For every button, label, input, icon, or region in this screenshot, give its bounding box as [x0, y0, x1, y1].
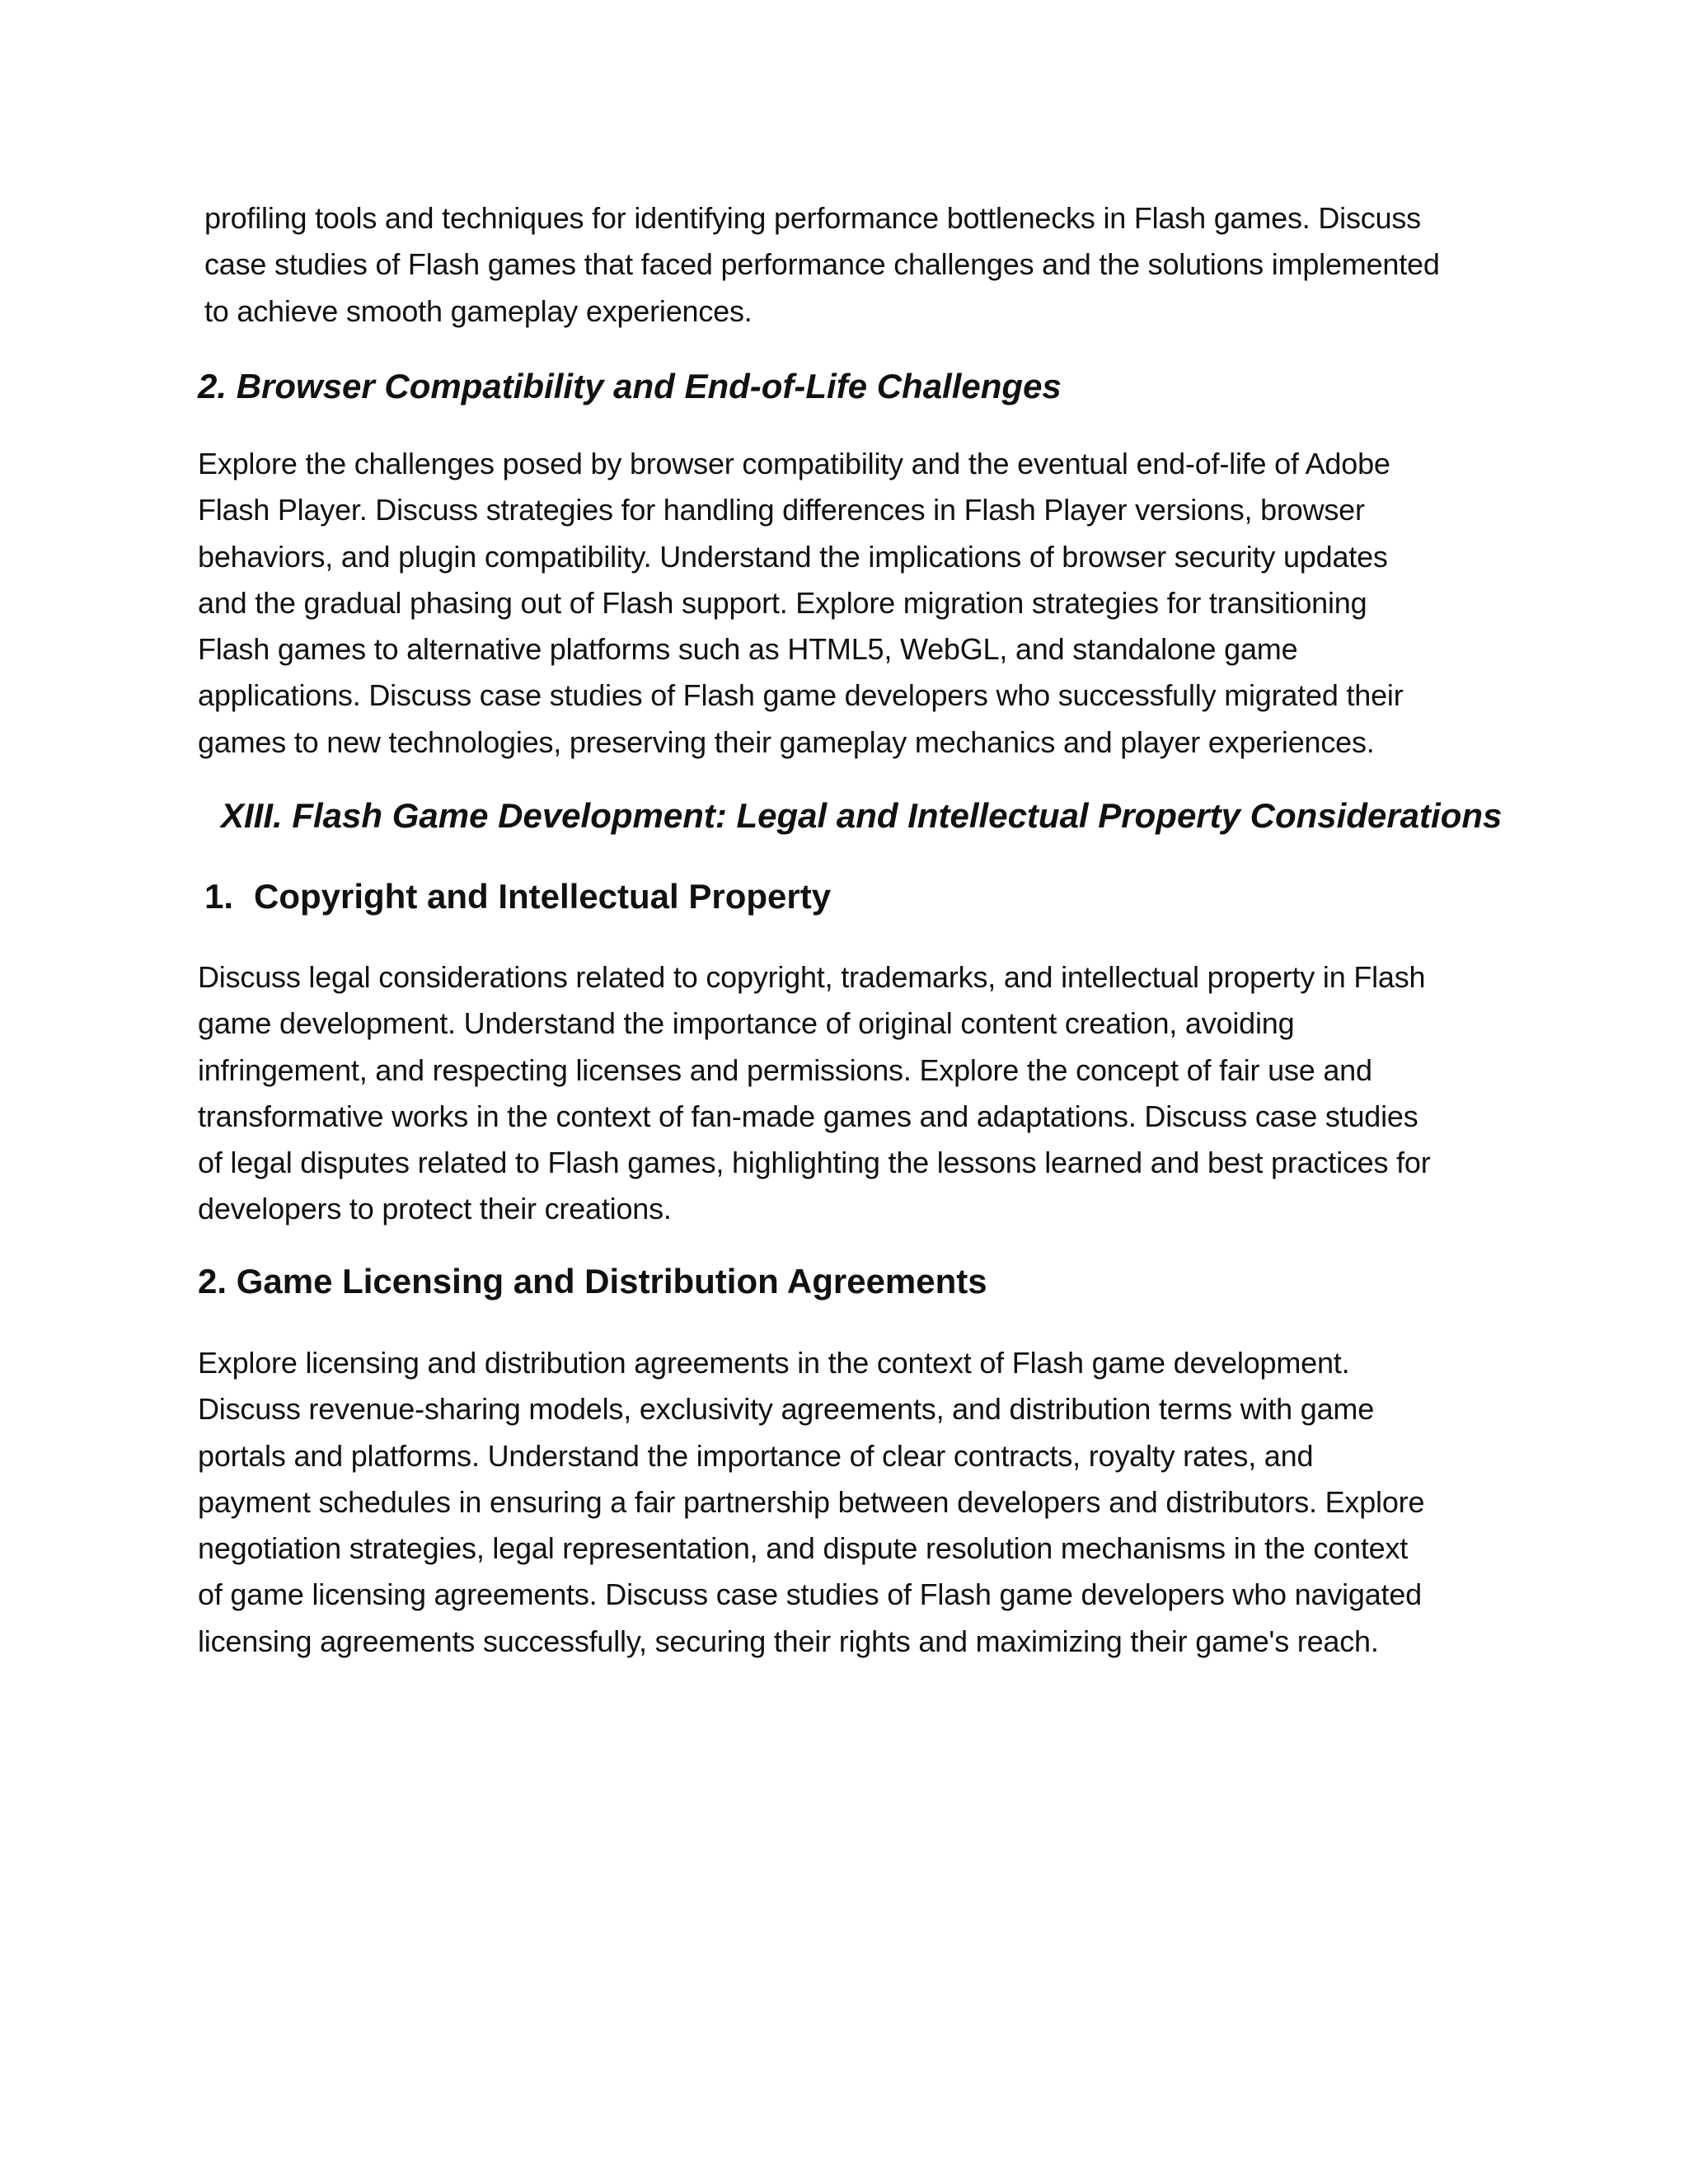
copyright-section-body: Discuss legal considerations related to copyright, trademarks, and intellectual property in Flash game development. Understand the importance of original content creation, avoiding infringement, and respecting licenses and permissions. Explore the concept of fair use and transformative works in the context of fan-made games and adaptations. Discuss case studies of legal disputes related to Flash games, highlighting the lessons learned and best practices for developers to protect their creations. — [198, 960, 1431, 1226]
intro-paragraph: profiling tools and techniques for identifying performance bottlenecks in Flash games. Discuss case studies of Flash games that faced performance challenges and the solutions implemented to achieve smooth gameplay experiences. — [204, 201, 1440, 328]
licensing-section-heading: 2. Game Licensing and Distribution Agreements — [198, 1262, 987, 1301]
licensing-section-body: Explore licensing and distribution agreements in the context of Flash game development. Discuss revenue-sharing models, exclusivity agreements, and distribution terms with game portals and platforms. Understand the importance of clear contracts, royalty rates, and payment schedules in ensuring a fair partnership between developers and distributors. Explore negotiation strategies, legal representation, and dispute resolution mechanisms in the context of game licensing agreements. Discuss case studies of Flash game developers who navigated licensing agreements successfully, securing their rights and maximizing their game's reach. — [198, 1346, 1425, 1658]
copyright-section-title: Copyright and Intellectual Property — [254, 877, 832, 916]
browser-section-body: Explore the challenges posed by browser compatibility and the eventual end-of-life of Adobe Flash Player. Discuss strategies for handling differences in Flash Player versions, browser behaviors, and plugin compatibility. Understand the implications of browser security updates and the gradual phasing out of Flash support. Explore migration strategies for transitioning Flash games to alternative platforms such as HTML5, WebGL, and standalone game applications. Discuss case studies of Flash game developers who successfully migrated their games to new technologies, preserving their gameplay mechanics and player experiences. — [198, 447, 1404, 759]
chapter-title: XIII. Flash Game Development: Legal and Intellectual Property Considerations — [221, 796, 1503, 835]
browser-section-heading: 2. Browser Compatibility and End-of-Life Challenges — [198, 367, 1062, 405]
copyright-section-heading — [204, 874, 831, 920]
copyright-section-number: 1. — [204, 877, 234, 916]
